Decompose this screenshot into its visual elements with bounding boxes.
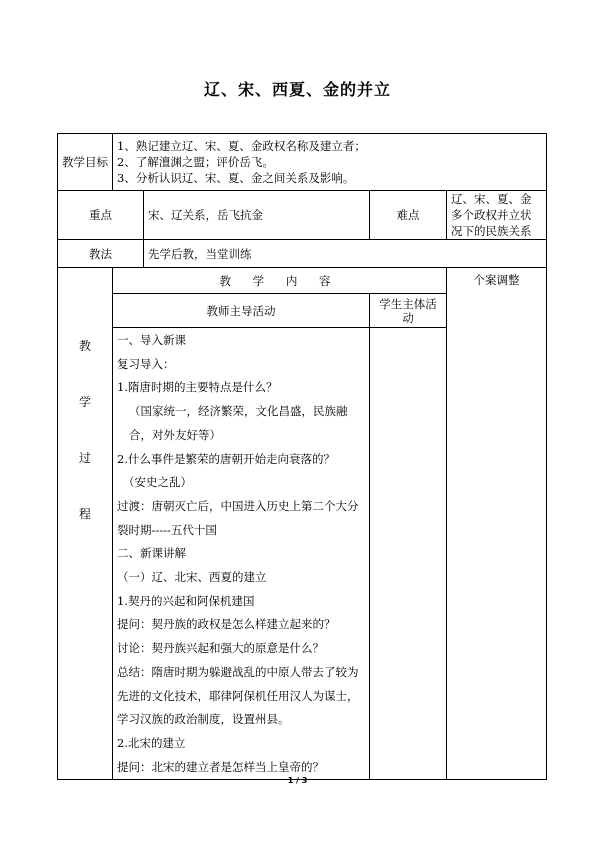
process-char: 学 (78, 395, 91, 409)
teacher-label: 教师主导活动 (113, 294, 370, 328)
teacher-content (113, 328, 370, 780)
goal-item: 3、分析认识辽、宋、夏、金之间关系及影响。 (117, 171, 355, 185)
method-row (58, 240, 547, 268)
process-char: 过 (78, 451, 91, 465)
content-line: （一）辽、北宋、西夏的建立 (117, 570, 267, 585)
content-line: 提问：北宋的建立者是怎样当上皇帝的？ (117, 759, 324, 774)
content-line: 讨论：契丹族兴起和强大的原意是什么？ (117, 641, 324, 656)
process-label (58, 268, 113, 780)
focus-row (58, 191, 547, 240)
content-line: 二、新课讲解 (117, 546, 186, 561)
content-line: 提问：契丹族的政权是怎么样建立起来的？ (117, 617, 336, 632)
page-title: 辽、宋、西夏、金的并立 (203, 80, 391, 99)
student-content (370, 328, 447, 780)
difficulty-label: 难点 (370, 191, 447, 240)
goals-list (113, 134, 547, 191)
content-line: 一、导入新课 (117, 333, 186, 347)
content-line: 2.什么事件是繁荣的唐朝开始走向衰落的？ (117, 451, 335, 466)
focus-label: 重点 (58, 191, 144, 240)
content-line: 1.契丹的兴起和阿保机建国 (117, 593, 255, 608)
content-header-row (58, 268, 547, 294)
process-char: 程 (78, 507, 91, 521)
method-label: 教法 (58, 240, 144, 268)
lesson-plan-table (57, 133, 547, 780)
content-line: 2.北宋的建立 (117, 735, 186, 750)
content-header: 教 学 内 容 (113, 268, 447, 294)
goal-item: 2、了解澶渊之盟；评价岳飞。 (117, 155, 274, 169)
content-line: 1.隋唐时期的主要特点是什么？ (117, 380, 278, 395)
focus-value: 宋、辽关系，岳飞抗金 (144, 191, 370, 240)
method-value: 先学后教，当堂训练 (144, 240, 547, 268)
goal-item: 1、熟记建立辽、宋、夏、金政权名称及建立者； (117, 139, 366, 153)
goals-label: 教学目标 (58, 134, 113, 191)
content-line: 总结：隋唐时期为躲避战乱的中原人带去了较为先进的文化技术，耶律阿保机任用汉人为谋士，学习汉族的政治制度，设置州县。 (117, 664, 359, 727)
page-number: 1 / 3 (287, 776, 308, 785)
content-line: （国家统一，经济繁荣，文化昌盛，民族融合，对外友好等） (129, 404, 348, 442)
content-line: 过渡：唐朝灭亡后，中国进入历史上第二个大分裂时期-----五代十国 (117, 498, 359, 537)
content-line: 复习导入： (117, 356, 175, 371)
goals-row (58, 134, 547, 191)
content-line: （安史之乱） (123, 475, 192, 490)
student-label: 学生主体活动 (370, 294, 447, 328)
process-char: 教 (78, 339, 91, 353)
adjust-label: 个案调整 (447, 268, 547, 780)
difficulty-value: 辽、宋、夏、金多个政权并立状况下的民族关系 (447, 191, 547, 240)
